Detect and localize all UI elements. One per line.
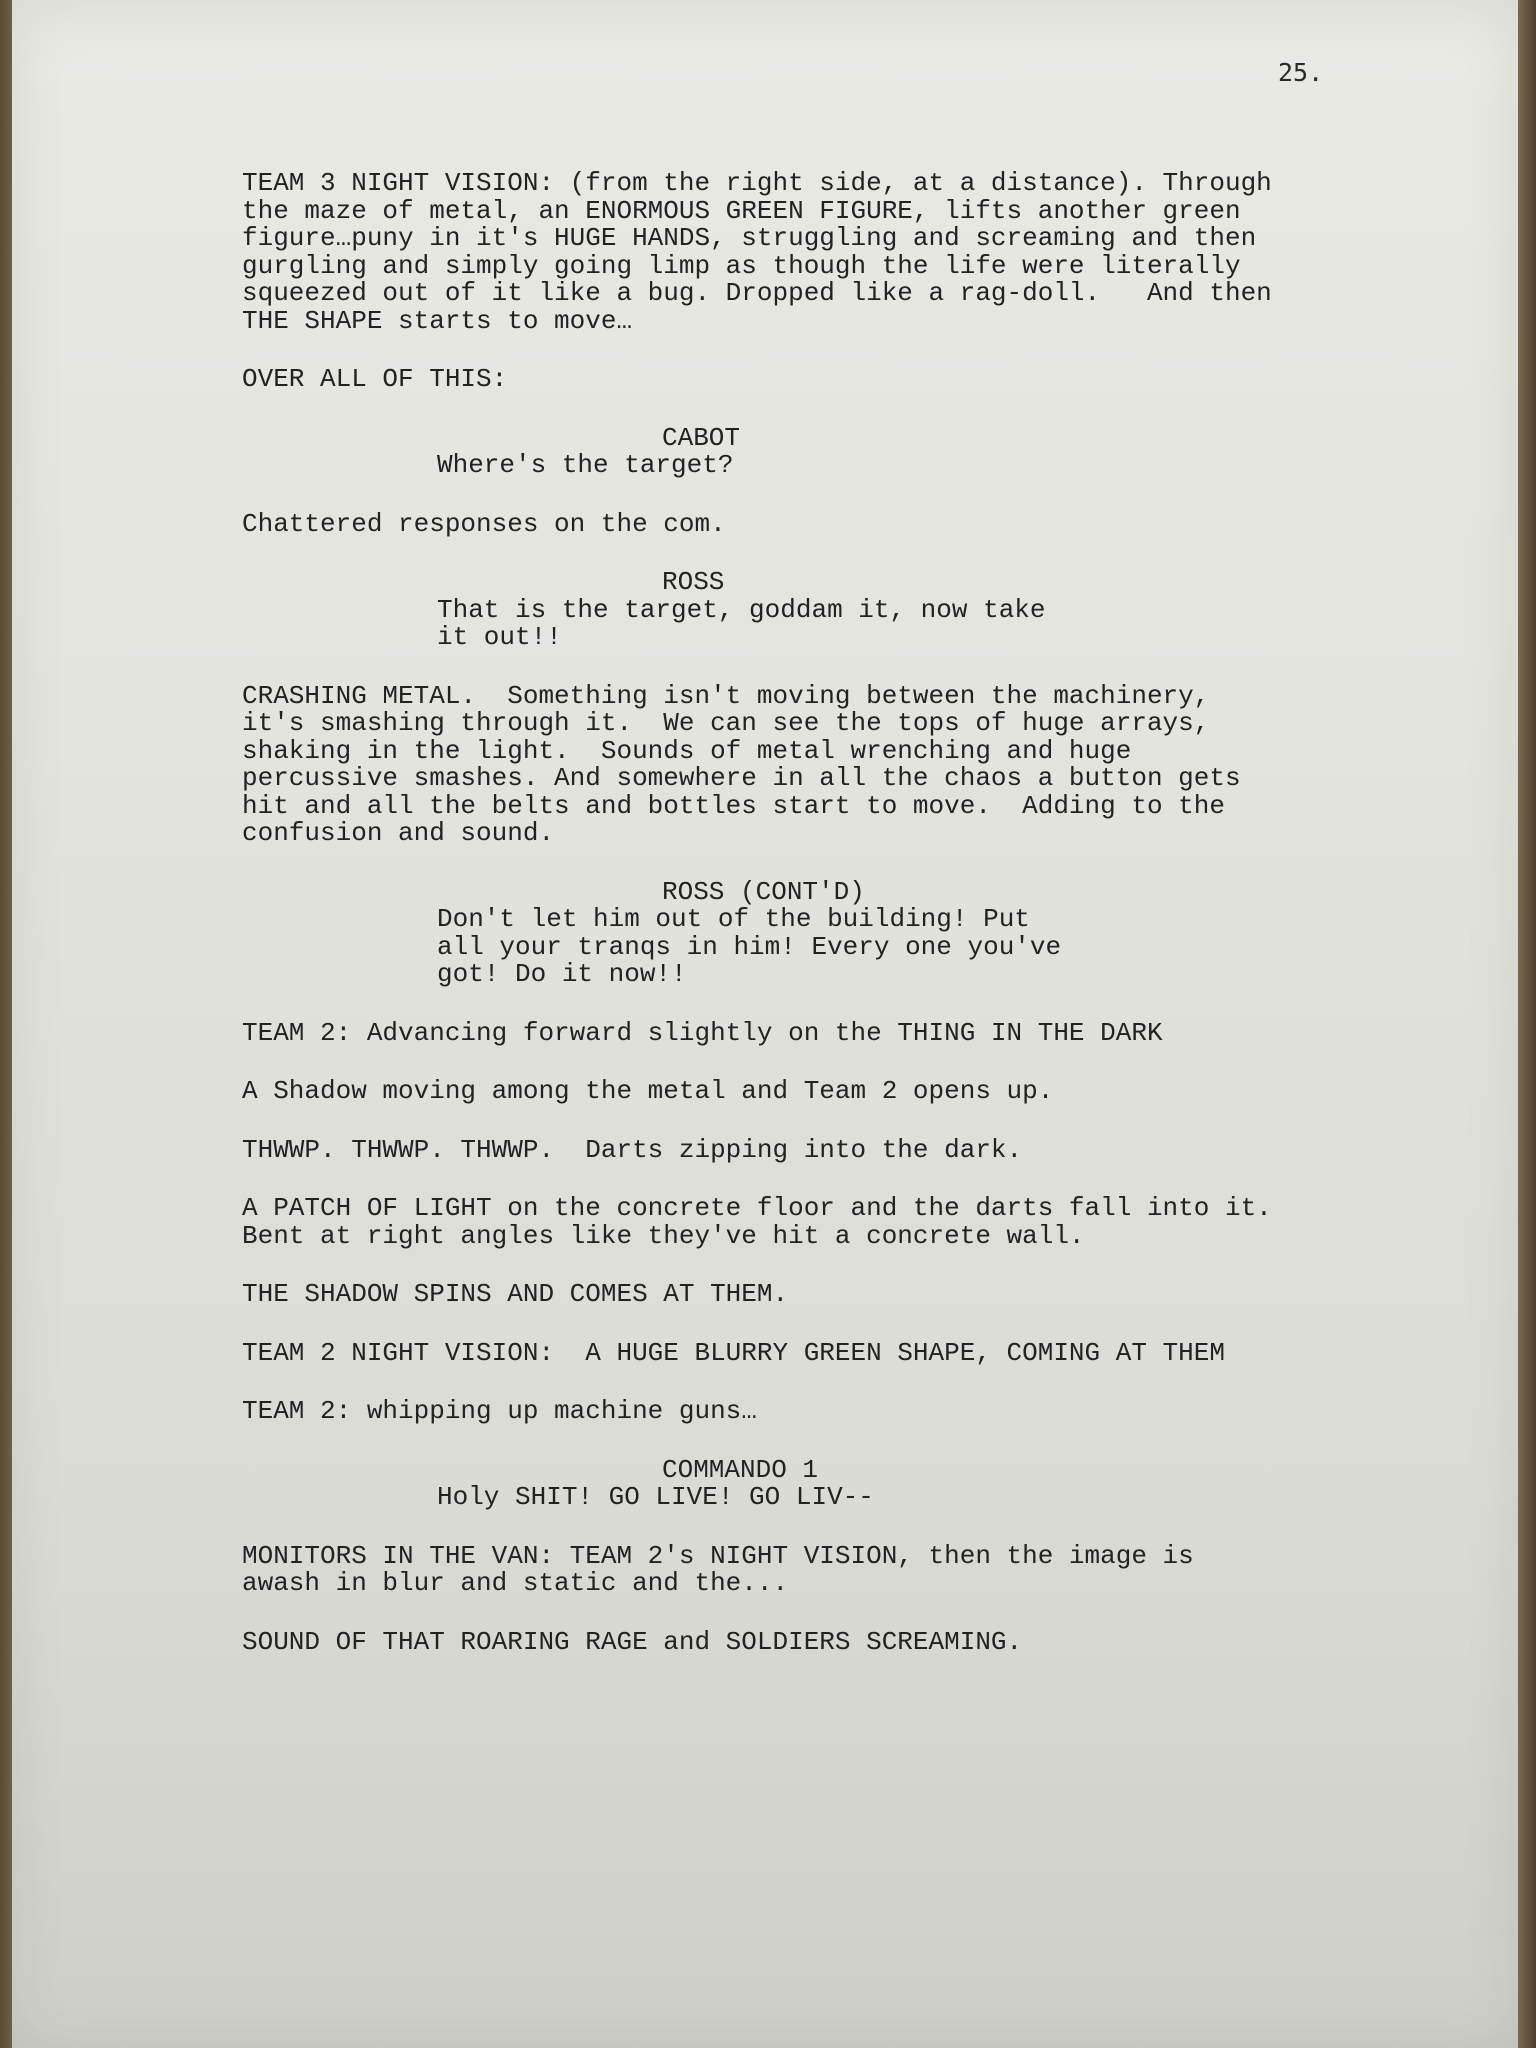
script-page (12, 0, 1518, 2048)
action-block: A PATCH OF LIGHT on the concrete floor and the darts fall into it. Bent at right angles like they've hit a concrete wall. (242, 1193, 1272, 1251)
action-block: THE SHADOW SPINS AND COMES AT THEM. (242, 1279, 789, 1309)
character-cue: CABOT (662, 422, 741, 453)
script-body (242, 170, 1472, 1687)
action-block: Chattered responses on the com. (242, 508, 726, 539)
action-block: THWWP. THWWP. THWWP. Darts zipping into the dark. (242, 1134, 1023, 1165)
action-block: TEAM 2: Advancing forward slightly on the THING IN THE DARK (242, 1017, 1163, 1048)
action-block: A Shadow moving among the metal and Team 2 opens up. (242, 1076, 1054, 1106)
page-number: 25. (1278, 58, 1324, 87)
dialogue: Where's the target? (437, 450, 734, 480)
character-cue: ROSS (662, 567, 725, 597)
action-block: TEAM 2 NIGHT VISION: A HUGE BLURRY GREEN SHAPE, COMING AT THEM (242, 1337, 1225, 1368)
dialogue: Don't let him out of the building! Put all your tranqs in him! Every one you've got! Do it now!! (437, 904, 1062, 989)
character-cue: ROSS (CONT'D) (662, 876, 865, 907)
action-block: OVER ALL OF THIS: (242, 364, 508, 394)
dialogue: Holy SHIT! GO LIVE! GO LIV-- (437, 1482, 874, 1512)
action-block: TEAM 2: whipping up machine guns… (242, 1396, 757, 1426)
action-block: MONITORS IN THE VAN: TEAM 2's NIGHT VISION, then the image is awash in blur and static and the... (242, 1540, 1194, 1598)
desk-surface-right (1518, 0, 1536, 2048)
action-block: SOUND OF THAT ROARING RAGE and SOLDIERS SCREAMING. (242, 1626, 1023, 1657)
character-cue: COMMANDO 1 (662, 1454, 819, 1485)
dialogue: That is the target, goddam it, now take it out!! (437, 594, 1046, 652)
action-block: CRASHING METAL. Something isn't moving between the machinery, it's smashing through it. We can see the tops of huge arrays, shaking in the light. Sounds of metal wrenching and huge percussive smashes. And somewhere in all the chaos a button gets hit and all the belts and bottles start to move. Adding to the confusion and sound. (242, 680, 1241, 848)
action-block: TEAM 3 NIGHT VISION: (from the right side, at a distance). Through the maze of metal, an ENORMOUS GREEN FIGURE, lifts another green figure…puny in it's HUGE HANDS, struggling and screaming and then gurgling and simply going limp as though the life were literally squeezed out of it like a bug. Dropped like a rag-doll. And then THE SHAPE starts to move… (242, 168, 1272, 336)
